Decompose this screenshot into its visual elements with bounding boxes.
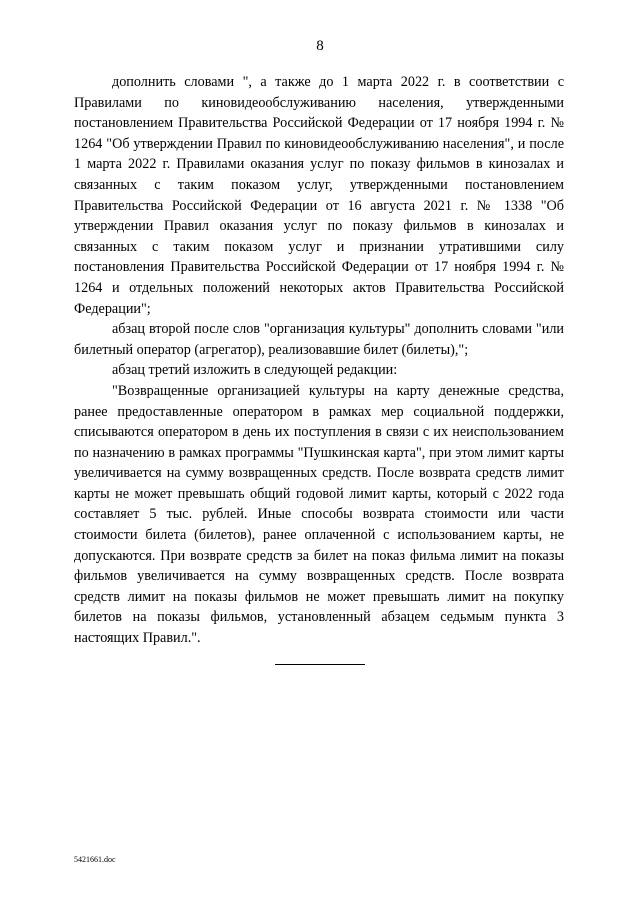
document-body bbox=[74, 72, 564, 649]
document-file-id: 5421661.doc bbox=[74, 855, 116, 864]
paragraph-amendment-3: абзац третий изложить в следующей редакции: bbox=[112, 362, 398, 379]
paragraph-new-wording: "Возвращенные организацией культуры на карту денежные средства, ранее предоставленные оператором в рамках мер социальной поддержки, списываются оператором в день их поступления в связи с их неиспользованием по назначению в рамках программы "Пушкинская карта", при этом лимит карты увеличивается на сумму возвращенных средств. После возврата средств лимит карты не может превышать общий годовой лимит карты, который с 2022 года составляет 5 тыс. рублей. Иные способы возврата стоимости или части стоимости билета (билетов), ранее оплаченной с использованием карты, не допускаются. При возврате средств за билет на показ фильма лимит на показы фильмов увеличивается на сумму возвращенных средств. После возврата средств лимит на показы фильмов не может превышать лимит на покупку билетов на показы фильмов, установленный абзацем седьмым пункта 3 настоящих Правил.". bbox=[74, 382, 564, 647]
end-separator-line bbox=[275, 664, 365, 665]
page-number: 8 bbox=[316, 38, 324, 54]
paragraph-amendment-1: дополнить словами ", а также до 1 марта 2022 г. в соответствии с Правилами по киновидеообслуживанию населения, утвержденными постановлением Правительства Российской Федерации от 17 ноября 1994 г. № 1264 "Об утверждении Правил по киновидеообслуживанию населения", и после 1 марта 2022 г. Правилами оказания услуг по показу фильмов в кинозалах и связанных с таким показом услуг, утвержденными постановлением Правительства Российской Федерации от 16 августа 2021 г. № 1338 "Об утверждении Правил оказания услуг по показу фильмов в кинозалах и связанных с таким показом услуг и признании утратившими силу постановления Правительства Российской Федерации от 17 ноября 1994 г. № 1264 и отдельных положений некоторых актов Правительства Российской Федерации"; bbox=[74, 74, 564, 317]
paragraph-amendment-2: абзац второй после слов "организация культуры" дополнить словами "или билетный оператор (агрегатор), реализовавшие билет (билеты),"; bbox=[74, 321, 564, 358]
